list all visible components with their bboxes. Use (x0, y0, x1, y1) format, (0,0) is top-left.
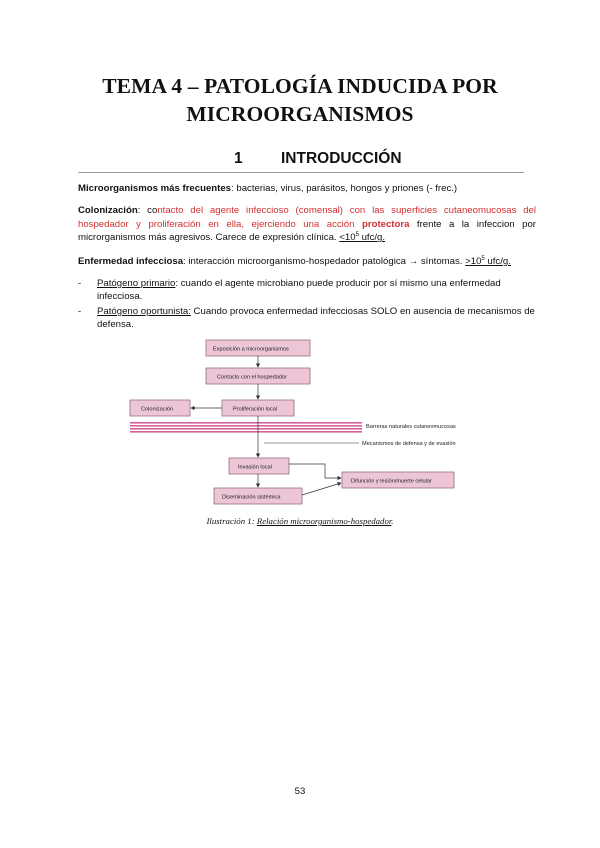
bullet-text: Cuando provoca enfermedad infecciosas SOLO en ausencia de mecanismos de defensa. (97, 306, 535, 330)
page-number: 53 (294, 786, 306, 797)
box-invasion-label: Invasión local (238, 464, 272, 471)
colonizacion-text: frente a la infeccion por microrganismos más agresivos. Carece de expresión clínica. (78, 218, 536, 244)
caption-text: Relación microorganismo-hospedador (256, 516, 392, 526)
caption-prefix: Ilustración 1: (206, 516, 257, 526)
paragraph-colonizacion (78, 204, 536, 245)
enfermedad-threshold-exp: 5 (481, 255, 485, 262)
box-exposicion-label: Exposición a microorganismos (213, 346, 289, 353)
colonizacion-threshold (339, 232, 385, 243)
pathogen-list (78, 277, 536, 333)
section-number: 1 (234, 150, 243, 167)
enfermedad-threshold (465, 256, 511, 267)
host-microorganism-diagram (125, 336, 480, 516)
page-title (40, 72, 560, 128)
colonizacion-red-text: ntacto del agente infeccioso (comensal) con las superficies cutaneomucosas del hospedador y proliferación en ella, ejerciendo una acción (78, 205, 536, 230)
barrier-band (130, 422, 362, 424)
page-title-line2: MICROORGANISMOS (186, 102, 414, 126)
bullet-dash: - (78, 278, 82, 289)
colonizacion-threshold-exp: 5 (355, 232, 359, 238)
arrow-diseminacion-difusion (302, 483, 341, 495)
enfermedad-threshold-pre: >10 (465, 256, 482, 267)
enfermedad-threshold-post: ufc/g. (484, 256, 511, 267)
enfermedad-label: Enfermedad infecciosa (78, 256, 184, 267)
enfermedad-text: : interacción microorganismo-hospedador patológica → síntomas. (183, 256, 466, 267)
bullet-term: Patógeno primario (97, 278, 176, 289)
list-item (78, 277, 536, 303)
box-difusion-label: Difunción y lesión/muerte celular (351, 478, 432, 485)
bullet-text: : cuando el agente microbiano puede producir por sí mismo una enfermedad infecciosa. (97, 278, 501, 302)
label-mecanismos: Mecanismos de defensa y de evasión (362, 441, 456, 447)
colonizacion-protectora: protectora (361, 218, 410, 230)
box-contacto-label: Contacto con el hospedador (217, 374, 287, 381)
section-title: INTRODUCCIÓN (281, 150, 402, 167)
heading-rule (78, 172, 524, 173)
barrier-band (130, 431, 362, 433)
box-diseminacion-label: Diseminación sistémica (222, 494, 281, 501)
paragraph-microorganismos (78, 182, 536, 196)
colonizacion-label: Colonización (78, 205, 138, 216)
barrier-band (130, 425, 362, 427)
bullet-term: Patógeno oportunista: (97, 306, 191, 317)
colonizacion-threshold-post: ufc/g. (358, 232, 386, 244)
barrier-bands (130, 422, 362, 433)
figure-caption (40, 516, 560, 526)
bullet-dash: - (78, 306, 82, 317)
caption-suffix: . (391, 516, 394, 526)
barrier-band (130, 428, 362, 430)
microorganismos-text: : bacterias, virus, parásitos, hongos y priones (- frec.) (231, 183, 458, 194)
box-colonizacion-label: Colonización (141, 406, 174, 413)
paragraph-enfermedad (78, 255, 536, 269)
label-barreras: Barreras naturales cutaneomucosas (366, 424, 456, 430)
page-title-line1: TEMA 4 – PATOLOGÍA INDUCIDA POR (102, 74, 498, 98)
microorganismos-label: Microorganismos más frecuentes (78, 183, 232, 194)
colonizacion-threshold-pre: <10 (339, 232, 356, 244)
list-item (78, 305, 536, 331)
arrow-invasion-difusion (289, 464, 341, 478)
colonizacion-sep: : co (137, 205, 158, 216)
box-proliferacion-label: Proliferación local (233, 406, 278, 413)
